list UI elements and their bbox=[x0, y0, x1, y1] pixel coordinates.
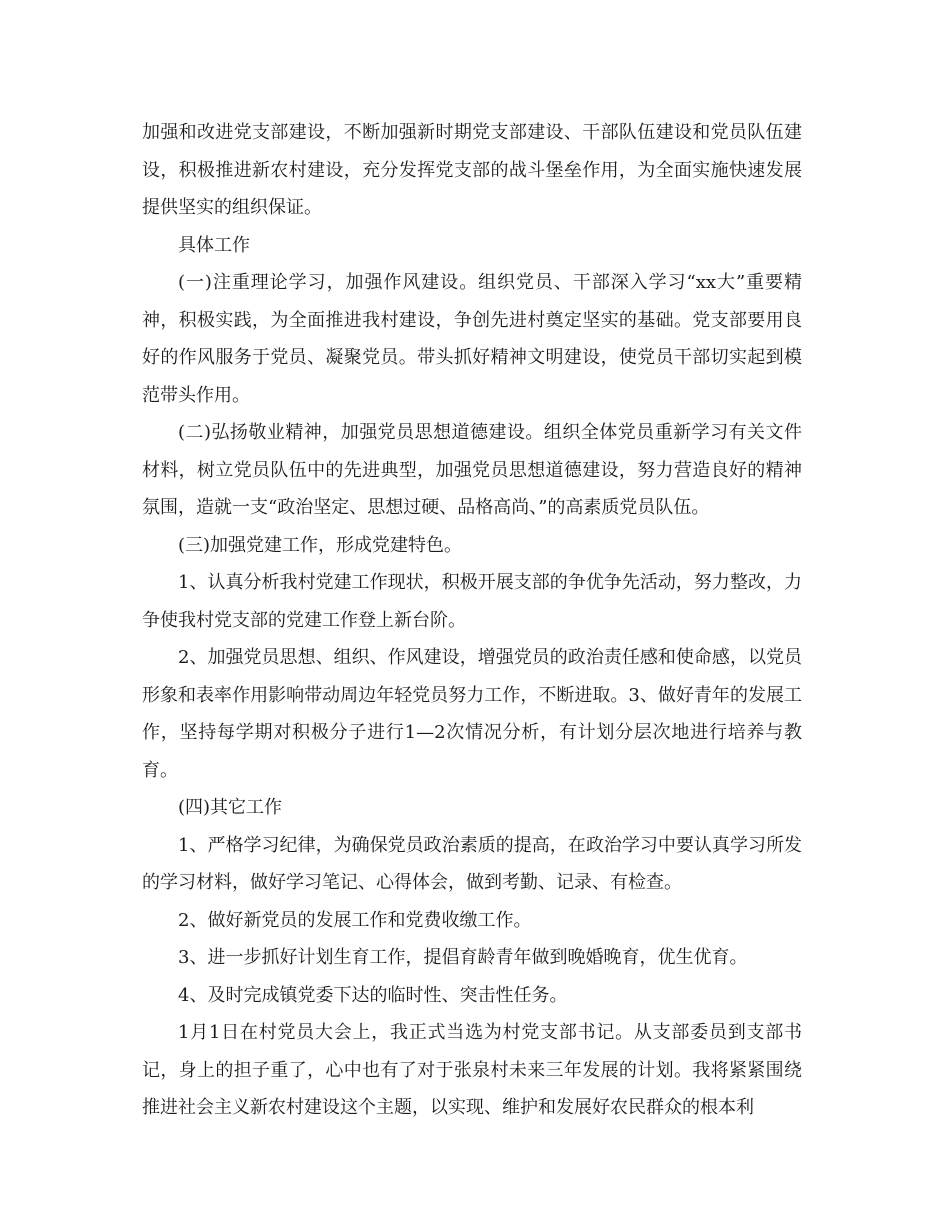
heading-section-3: (三)加强党建工作，形成党建特色。 bbox=[178, 534, 463, 556]
heading-section-4: (四)其它工作 bbox=[178, 797, 283, 818]
paragraph-item-3-1: 1、认真分析我村党建工作现状，积极开展支部的争优争先活动，努力整改，力争使我村党支部的党建工作登上新台阶。 bbox=[142, 572, 802, 631]
paragraph-item-4-3: 3、进一步抓好计划生育工作，提倡育龄青年做到晚婚晚育，优生优育。 bbox=[178, 947, 748, 968]
paragraph-section-1: (一)注重理论学习，加强作风建设。组织党员、干部深入学习“xx大”重要精神，积极实践，为全面推进我村建设，争创先进村奠定坚实的基础。党支部要用良好的作风服务于党员、凝聚党员。带头抓好精神文明建设，使党员干部切实起到模范带头作用。 bbox=[142, 272, 802, 406]
paragraph-section-2: (二)弘扬敬业精神，加强党员思想道德建设。组织全体党员重新学习有关文件材料，树立党员队伍中的先进典型，加强党员思想道德建设，努力营造良好的精神氛围，造就一支“政治坚定、思想过硬、品格高尚、”的高素质党员队伍。 bbox=[142, 422, 802, 518]
paragraph-intro: 加强和改进党支部建设，不断加强新时期党支部建设、干部队伍建设和党员队伍建设，积极推进新农村建设，充分发挥党支部的战斗堡垒作用，为全面实施快速发展提供坚实的组织保证。 bbox=[142, 122, 802, 218]
heading-specific-work: 具体工作 bbox=[178, 234, 250, 256]
paragraph-closing: 1月1日在村党员大会上，我正式当选为村党支部书记。从支部委员到支部书记，身上的担子重了，心中也有了对于张泉村未来三年发展的计划。我将紧紧围绕推进社会主义新农村建设这个主题，以实现、维护和发展好农民群众的根本利 bbox=[142, 1022, 802, 1118]
paragraph-item-4-4: 4、及时完成镇党委下达的临时性、突击性任务。 bbox=[178, 984, 568, 1006]
paragraph-item-4-2: 2、做好新党员的发展工作和党费收缴工作。 bbox=[178, 909, 532, 931]
document-body bbox=[142, 114, 802, 1127]
paragraph-item-3-2: 2、加强党员思想、组织、作风建设，增强党员的政治责任感和使命感，以党员形象和表率作用影响带动周边年轻党员努力工作，不断进取。3、做好青年的发展工作，坚持每学期对积极分子进行1—2次情况分析，有计划分层次地进行培养与教育。 bbox=[142, 647, 802, 781]
paragraph-item-4-1: 1、严格学习纪律，为确保党员政治素质的提高，在政治学习中要认真学习所发的学习材料，做好学习笔记、心得体会，做到考勤、记录、有检查。 bbox=[142, 834, 802, 893]
